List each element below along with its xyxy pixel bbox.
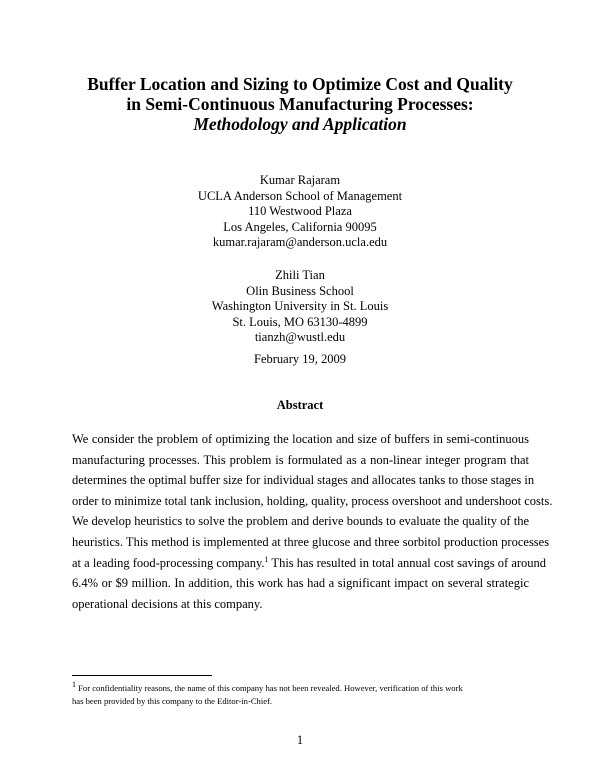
- abstract-body: [72, 429, 553, 614]
- abstract-text: at a leading food-processing company.: [72, 555, 265, 570]
- author-city: Los Angeles, California 90095: [223, 219, 377, 234]
- author-city: St. Louis, MO 63130-4899: [232, 314, 368, 329]
- author-street: 110 Westwood Plaza: [248, 204, 352, 218]
- paper-date: February 19, 2009: [254, 352, 346, 366]
- abstract-line: order to minimize total tank inclusion, holding, quality, process overshoot and undershoot costs.: [72, 493, 553, 508]
- abstract-line: operational decisions at this company.: [72, 596, 263, 611]
- author-affiliation: UCLA Anderson School of Management: [197, 188, 403, 203]
- abstract-line: 6.4% or $9 million. In addition, this work has had a significant impact on several strategic: [72, 576, 529, 591]
- title-line-2: in Semi-Continuous Manufacturing Processes:: [126, 94, 474, 114]
- abstract-line: heuristics. This method is implemented at three glucose and three sorbitol production processes: [72, 534, 550, 549]
- footnote-reference: 1: [264, 554, 269, 564]
- abstract-line: We develop heuristics to solve the problem and derive bounds to evaluate the quality of the: [72, 514, 529, 529]
- abstract-line: determines the optimal buffer size for individual stages and allocates tanks to those stages in: [72, 473, 535, 488]
- author-block-2: [100, 268, 500, 346]
- author-name: Kumar Rajaram: [259, 173, 341, 187]
- abstract-line: We consider the problem of optimizing the location and size of buffers in semi-continuous: [72, 432, 529, 446]
- author-email: kumar.rajaram@anderson.ucla.edu: [212, 235, 388, 249]
- abstract-text: This has resulted in total annual cost savings of around: [268, 555, 547, 570]
- title-line-1: Buffer Location and Sizing to Optimize Cost and Quality: [87, 74, 513, 94]
- footnote: [72, 682, 529, 707]
- paper-title: [40, 74, 560, 134]
- author-affiliation: Olin Business School: [246, 283, 354, 298]
- footnote-line: [72, 682, 529, 695]
- author-email: tianzh@wustl.edu: [254, 330, 346, 344]
- author-block-1: [100, 173, 500, 251]
- footnote-separator: [72, 675, 212, 676]
- footnote-line: has been provided by this company to the Editor-in-Chief.: [72, 695, 273, 706]
- author-name: Zhili Tian: [275, 268, 325, 282]
- abstract-heading: Abstract: [276, 398, 324, 412]
- footnote-mark: 1: [72, 680, 76, 690]
- title-subtitle: Methodology and Application: [193, 114, 407, 134]
- abstract-line: manufacturing processes. This problem is formulated as a non-linear integer program that: [72, 452, 529, 467]
- footnote-text: For confidentiality reasons, the name of this company has not been revealed. However, verification of this work: [76, 683, 463, 693]
- page-number: 1: [296, 733, 304, 747]
- abstract-line: [72, 553, 547, 574]
- author-street: Washington University in St. Louis: [211, 299, 389, 313]
